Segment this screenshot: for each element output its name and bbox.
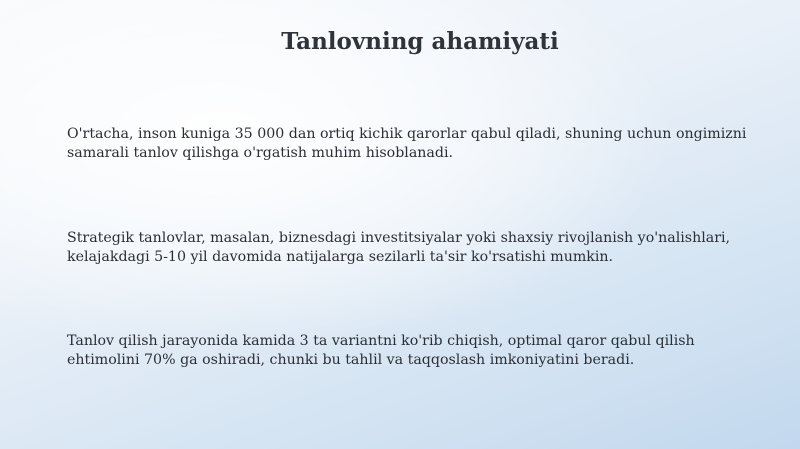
slide-title: Tanlovning ahamiyati (281, 28, 559, 55)
paragraph-daily-decisions: O'rtacha, inson kuniga 35 000 dan ortiq kichik qarorlar qabul qiladi, shuning uchun ongimizni samarali tanlov qilishga o'rgatish muhim hisoblanadi. (67, 126, 747, 161)
paragraph-consider-options: Tanlov qilish jarayonida kamida 3 ta variantni ko'rib chiqish, optimal qaror qabul qilish ehtimolini 70% ga oshiradi, chunki bu tahlil va taqqoslash imkoniyatini beradi. (67, 333, 695, 368)
paragraph-strategic-choices: Strategik tanlovlar, masalan, biznesdagi investitsiyalar yoki shaxsiy rivojlanish yo'nalishlari, kelajakdagi 5-10 yil davomida natijalarga sezilarli ta'sir ko'rsatishi mumkin. (67, 230, 731, 265)
